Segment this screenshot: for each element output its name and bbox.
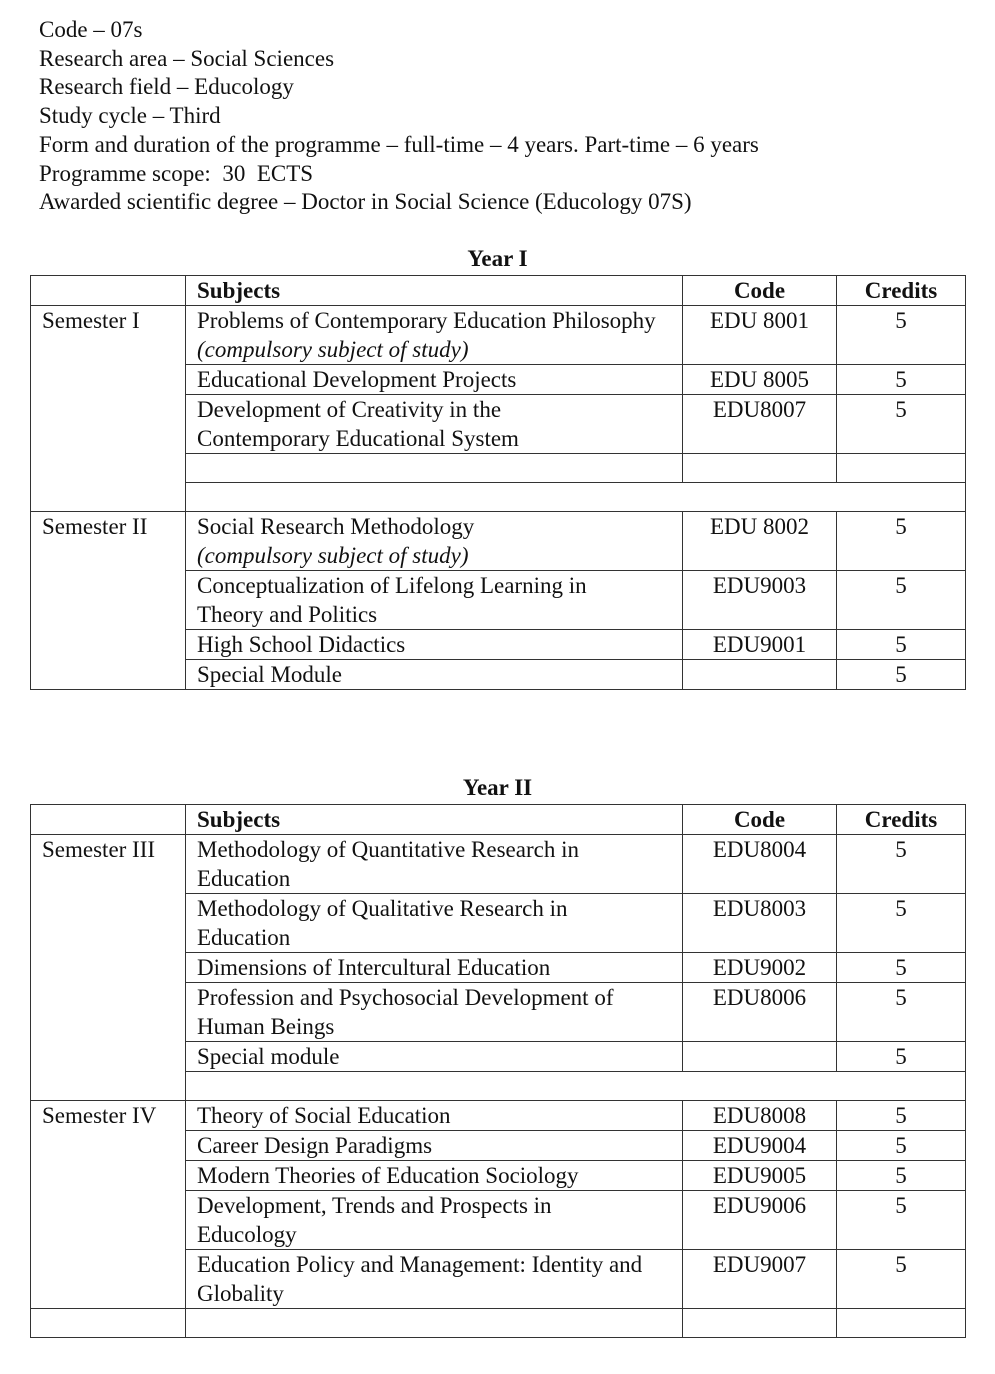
code-cell: EDU9005 (683, 1161, 837, 1191)
credits-cell: 5 (837, 630, 966, 660)
subject-name: Problems of Contemporary Education Philosophy (197, 308, 656, 333)
credits-cell: 5 (837, 1161, 966, 1191)
subject-cell: Career Design Paradigms (186, 1131, 683, 1161)
empty-cell (186, 483, 966, 512)
research-field: Research field – Educology (39, 74, 294, 100)
subject-cell: Theory of Social Education (186, 1101, 683, 1131)
year-1-title: Year I (467, 246, 528, 271)
code-cell: EDU9002 (683, 953, 837, 983)
table-row (31, 1101, 966, 1131)
subject-cell (186, 306, 683, 365)
form-duration: Form and duration of the programme – full-time – 4 years. Part-time – 6 years (39, 131, 759, 157)
credits-cell: 5 (837, 1131, 966, 1161)
programme-scope: Programme scope: 30 ECTS (39, 160, 314, 186)
header-credits: Credits (837, 276, 966, 306)
code-cell: EDU8003 (683, 894, 837, 953)
subject-cell: Special module (186, 1042, 683, 1072)
code-cell: EDU9004 (683, 1131, 837, 1161)
header-empty (31, 276, 186, 306)
subject-cell: Development, Trends and Prospects in Educology (186, 1191, 683, 1250)
credits-cell: 5 (837, 571, 966, 630)
credits-cell: 5 (837, 512, 966, 571)
table-row (31, 512, 966, 571)
year-1-table (30, 275, 966, 690)
code-cell (683, 660, 837, 690)
code-cell: EDU9007 (683, 1250, 837, 1309)
research-area: Research area – Social Sciences (39, 45, 335, 71)
subject-cell: Education Policy and Management: Identity and Globality (186, 1250, 683, 1309)
empty-cell (837, 454, 966, 483)
subject-cell: Profession and Psychosocial Development of Human Beings (186, 983, 683, 1042)
code-cell: EDU9006 (683, 1191, 837, 1250)
year-2-table (30, 804, 966, 1338)
empty-cell (837, 1309, 966, 1338)
code-cell: EDU8006 (683, 983, 837, 1042)
header-subjects: Subjects (186, 276, 683, 306)
subject-cell: Methodology of Quantitative Research in Education (186, 835, 683, 894)
code-cell: EDU8004 (683, 835, 837, 894)
empty-cell (683, 1309, 837, 1338)
credits-cell: 5 (837, 1191, 966, 1250)
subject-name: Social Research Methodology (197, 514, 475, 539)
table-row (31, 835, 966, 894)
code-cell: EDU8008 (683, 1101, 837, 1131)
header-credits: Credits (837, 805, 966, 835)
subject-cell: Educational Development Projects (186, 365, 683, 395)
credits-cell: 5 (837, 983, 966, 1042)
code-cell (683, 1042, 837, 1072)
table-row (31, 306, 966, 365)
credits-cell: 5 (837, 395, 966, 454)
semester-label: Semester IV (31, 1101, 186, 1309)
empty-cell (186, 454, 683, 483)
semester-label: Semester I (31, 306, 186, 512)
subject-cell: Conceptualization of Lifelong Learning in Theory and Politics (186, 571, 683, 630)
programme-info (39, 16, 759, 217)
semester-label: Semester III (31, 835, 186, 1101)
empty-cell (186, 1072, 966, 1101)
header-code: Code (683, 276, 837, 306)
credits-cell: 5 (837, 1042, 966, 1072)
subject-cell: Methodology of Qualitative Research in Education (186, 894, 683, 953)
credits-cell: 5 (837, 660, 966, 690)
code-cell: EDU 8002 (683, 512, 837, 571)
credits-cell: 5 (837, 953, 966, 983)
subject-cell: Development of Creativity in the Contemporary Educational System (186, 395, 683, 454)
subject-note: (compulsory subject of study) (197, 543, 469, 568)
credits-cell: 5 (837, 1250, 966, 1309)
subject-cell: High School Didactics (186, 630, 683, 660)
credits-cell: 5 (837, 306, 966, 365)
code-cell: EDU9003 (683, 571, 837, 630)
table-header-row (31, 805, 966, 835)
subject-note: (compulsory subject of study) (197, 337, 469, 362)
code-cell: EDU 8005 (683, 365, 837, 395)
year-2-title: Year II (462, 775, 533, 800)
header-empty (31, 805, 186, 835)
semester-label: Semester II (31, 512, 186, 690)
code-cell: EDU9001 (683, 630, 837, 660)
programme-code: Code – 07s (39, 17, 143, 42)
header-subjects: Subjects (186, 805, 683, 835)
header-code: Code (683, 805, 837, 835)
subject-cell: Dimensions of Intercultural Education (186, 953, 683, 983)
empty-cell (31, 1309, 186, 1338)
empty-cell (186, 1309, 683, 1338)
code-cell: EDU 8001 (683, 306, 837, 365)
credits-cell: 5 (837, 1101, 966, 1131)
awarded-degree: Awarded scientific degree – Doctor in Social Science (Educology 07S) (39, 189, 692, 215)
subject-cell: Special Module (186, 660, 683, 690)
table-header-row (31, 276, 966, 306)
subject-cell: Modern Theories of Education Sociology (186, 1161, 683, 1191)
subject-cell (186, 512, 683, 571)
credits-cell: 5 (837, 365, 966, 395)
empty-cell (683, 454, 837, 483)
credits-cell: 5 (837, 835, 966, 894)
study-cycle: Study cycle – Third (39, 103, 221, 129)
code-cell: EDU8007 (683, 395, 837, 454)
credits-cell: 5 (837, 894, 966, 953)
table-row-empty (31, 1309, 966, 1338)
